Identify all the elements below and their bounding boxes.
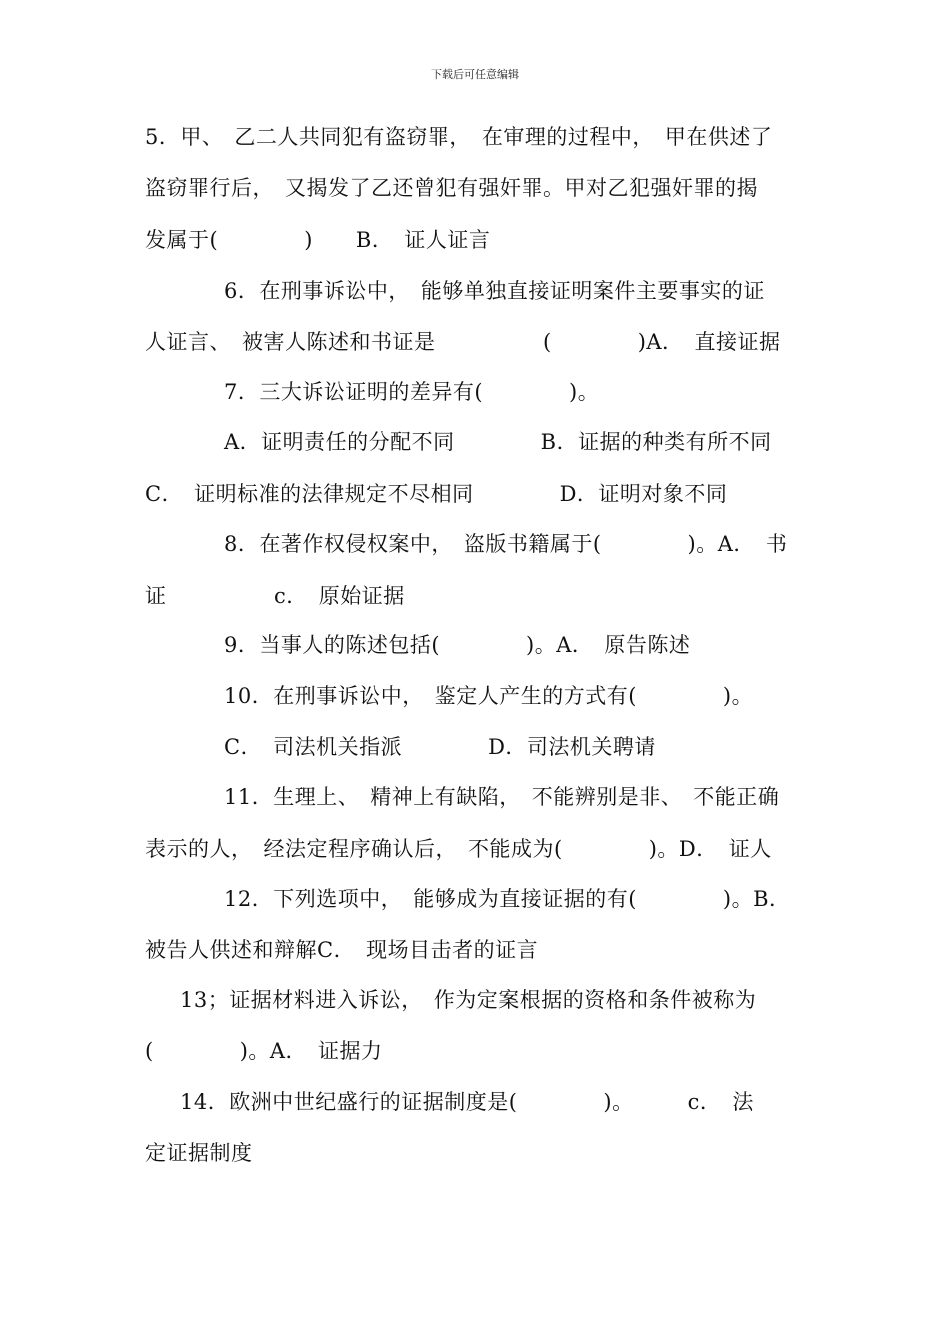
text-line: 12．下列选项中， 能够成为直接证据的有( )。B． [224, 887, 791, 911]
text-line: 8．在著作权侵权案中， 盗版书籍属于( )。A． 书 [224, 532, 788, 556]
text-line: C． 证明标准的法律规定不尽相同 D．证明对象不同 [145, 482, 728, 506]
text-line: 定证据制度 [145, 1141, 253, 1165]
text-line: A．证明责任的分配不同 B．证据的种类有所不同 [224, 430, 772, 454]
text-line: 13；证据材料进入诉讼， 作为定案根据的资格和条件被称为 [180, 988, 757, 1012]
text-line: ( )。A． 证据力 [145, 1039, 383, 1063]
text-line: 盗窃罪行后， 又揭发了乙还曾犯有强奸罪。甲对乙犯强奸罪的揭 [145, 176, 758, 200]
text-line: 证 c． 原始证据 [145, 584, 405, 608]
text-line: 9．当事人的陈述包括( )。A． 原告陈述 [224, 633, 691, 657]
text-line: 发属于( ) B． 证人证言 [145, 228, 491, 252]
text-line: 6．在刑事诉讼中， 能够单独直接证明案件主要事实的证 [224, 279, 765, 303]
text-line: 10．在刑事诉讼中， 鉴定人产生的方式有( )。 [224, 684, 754, 708]
text-line: 人证言、 被害人陈述和书证是 ( )A． 直接证据 [145, 330, 781, 354]
text-line: 表示的人， 经法定程序确认后， 不能成为( )。D． 证人 [145, 837, 772, 861]
page-header: 下载后可任意编辑 [431, 68, 519, 81]
text-line: 7．三大诉讼证明的差异有( )。 [224, 380, 600, 404]
text-line: 11．生理上、 精神上有缺陷， 不能辨别是非、 不能正确 [224, 785, 780, 809]
text-line: C． 司法机关指派 D．司法机关聘请 [224, 735, 656, 759]
text-line: 被告人供述和辩解C． 现场目击者的证言 [145, 938, 539, 962]
text-line: 14．欧洲中世纪盛行的证据制度是( )。 c． 法 [180, 1090, 754, 1114]
text-line: 5．甲、 乙二人共同犯有盗窃罪， 在审理的过程中， 甲在供述了 [145, 125, 773, 149]
